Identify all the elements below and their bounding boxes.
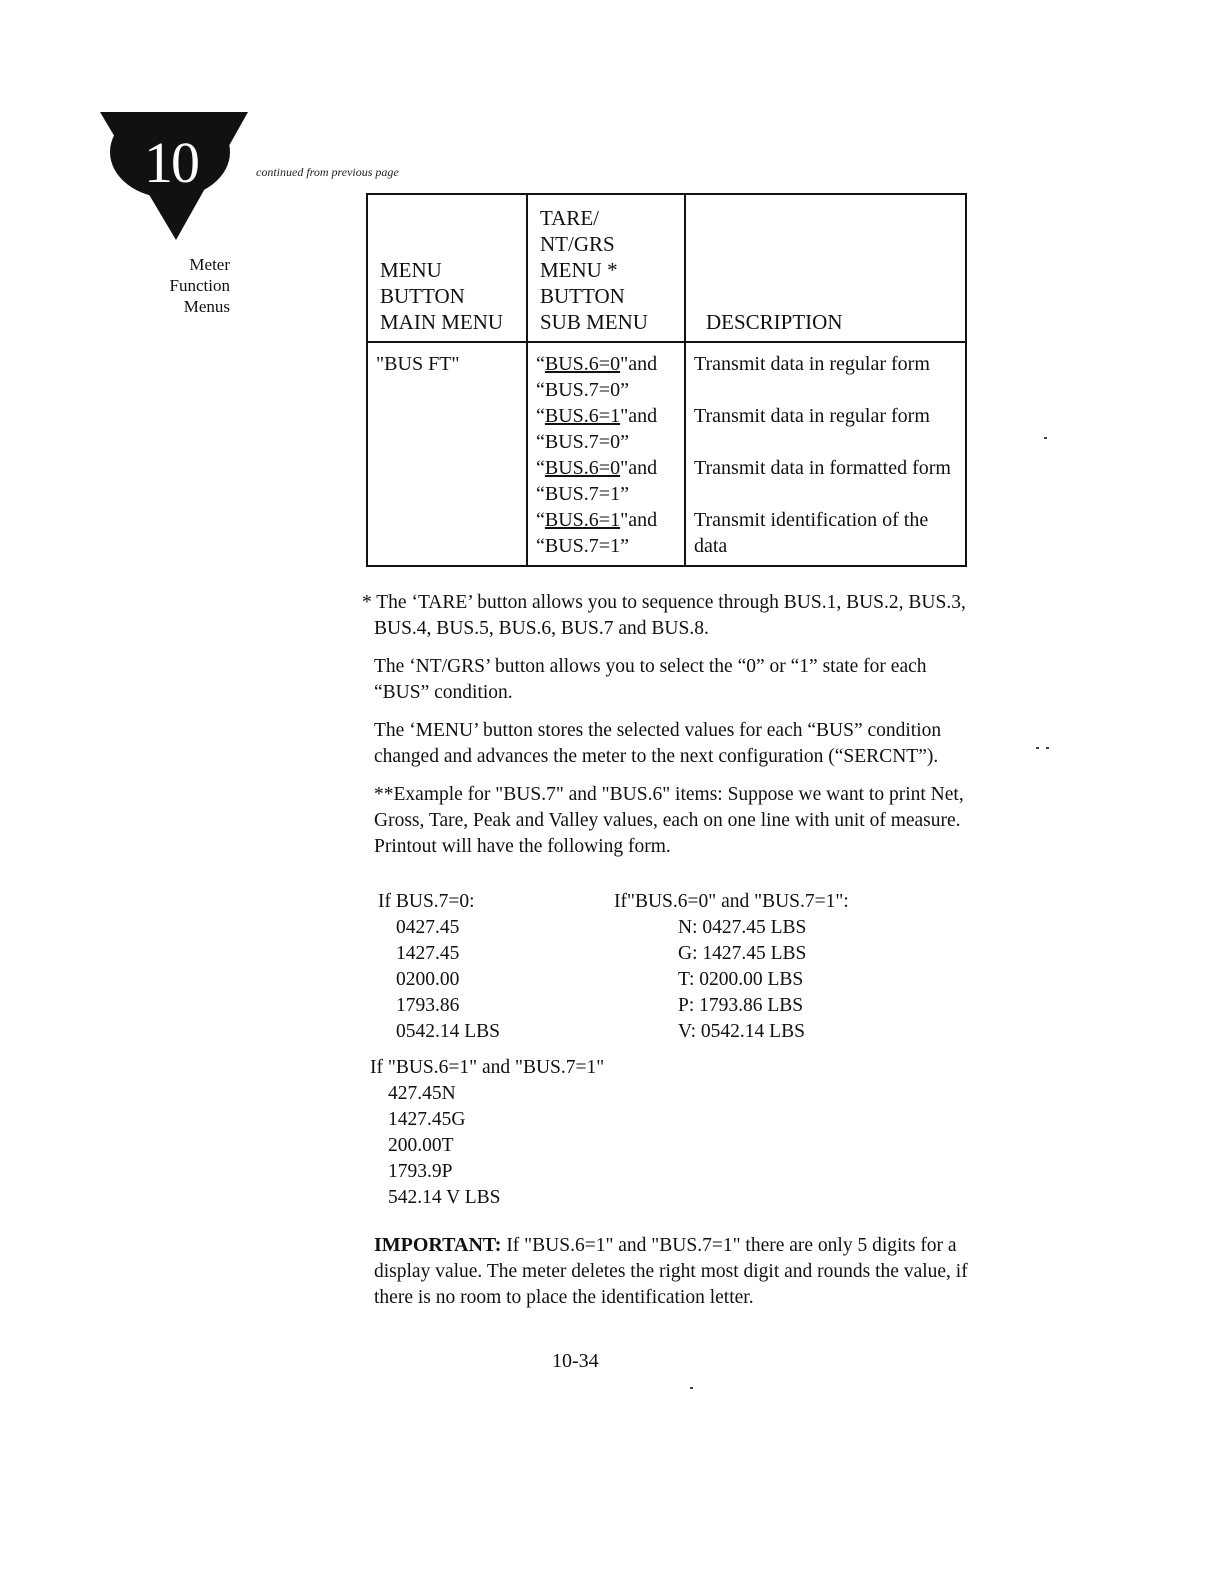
header-line: DESCRIPTION bbox=[706, 310, 843, 334]
header-line: MAIN MENU bbox=[380, 310, 504, 334]
example-line: 0427.45 bbox=[396, 917, 460, 938]
example-line: P: 1793.86 LBS bbox=[678, 995, 804, 1016]
header-line: MENU * bbox=[540, 258, 618, 282]
header-line: MENU bbox=[380, 258, 442, 282]
description-cell bbox=[685, 342, 966, 566]
example-line: 1793.86 bbox=[396, 995, 460, 1016]
example-bus6-1-bus7-1 bbox=[370, 1055, 604, 1211]
bus7-code: “BUS.7=1” bbox=[536, 483, 629, 505]
important-label: IMPORTANT: bbox=[374, 1234, 502, 1256]
example-line: 427.45N bbox=[388, 1083, 456, 1104]
sub-menu-entry: “BUS.6=1"and bbox=[536, 405, 658, 427]
example-line: 0200.00 bbox=[396, 969, 460, 990]
header-main-menu bbox=[367, 194, 527, 342]
header-description bbox=[685, 194, 966, 342]
sub-menu-cell bbox=[527, 342, 685, 566]
sub-menu-and: "and bbox=[620, 353, 658, 375]
scan-speck bbox=[1044, 437, 1047, 439]
chapter-badge bbox=[100, 112, 248, 240]
bus6-code: BUS.6=1 bbox=[544, 509, 621, 531]
header-line: TARE/ bbox=[540, 206, 599, 230]
chapter-number: 10 bbox=[144, 130, 198, 195]
scan-speck bbox=[1046, 747, 1049, 749]
scan-speck bbox=[690, 1387, 693, 1389]
section-title-line: Menus bbox=[183, 297, 230, 316]
sub-menu-entry: “BUS.6=0"and bbox=[536, 457, 658, 479]
note-menu: The ‘MENU’ button stores the selected values for each “BUS” condition changed and advances the meter to the next configuration (“SERCNT”). bbox=[374, 720, 942, 767]
page-number: 10-34 bbox=[552, 1350, 599, 1372]
example-heading: If"BUS.6=0" and "BUS.7=1": bbox=[614, 891, 849, 912]
important-note bbox=[374, 1232, 974, 1311]
header-sub-menu bbox=[527, 194, 685, 342]
example-line: 1427.45 bbox=[396, 943, 460, 964]
note-tare: * The ‘TARE’ button allows you to sequence through BUS.1, BUS.2, BUS.3, BUS.4, BUS.5, BUS.6, BUS.7 and BUS.8. bbox=[362, 592, 966, 639]
table-header-row bbox=[367, 194, 966, 342]
note-example: **Example for "BUS.7" and "BUS.6" items: Suppose we want to print Net, Gross, Tare, Peak and Valley values, each on one line with unit of measure. Printout will have the following form. bbox=[374, 784, 964, 857]
example-line: 542.14 V LBS bbox=[388, 1187, 501, 1208]
example-line: V: 0542.14 LBS bbox=[678, 1021, 805, 1042]
example-line: 200.00T bbox=[388, 1135, 454, 1156]
bus-menu-table bbox=[366, 193, 967, 567]
example-line: 0542.14 LBS bbox=[396, 1021, 501, 1042]
example-bus6-0-bus7-1 bbox=[614, 889, 849, 1045]
sub-menu-and: "and bbox=[620, 405, 658, 427]
sub-menu-and: "and bbox=[620, 509, 658, 531]
bus7-code: “BUS.7=0” bbox=[536, 379, 629, 401]
important-text: If "BUS.6=1" and "BUS.7=1" there are only 5 digits for a display value. The meter deletes the right most digit and rounds the value, if there is no room to place the identification letter. bbox=[374, 1235, 968, 1308]
bus7-code: “BUS.7=1” bbox=[536, 535, 629, 557]
notes-section bbox=[362, 590, 982, 872]
table-row bbox=[367, 342, 966, 566]
example-bus7-0 bbox=[378, 889, 500, 1045]
section-title-line: Meter bbox=[189, 255, 230, 274]
header-line: BUTTON bbox=[380, 284, 465, 308]
description-text: Transmit data in regular form bbox=[694, 353, 930, 375]
main-menu-value: "BUS FT" bbox=[376, 353, 460, 375]
scan-speck bbox=[1036, 747, 1039, 749]
bus6-code: BUS.6=0 bbox=[544, 353, 621, 375]
example-line: G: 1427.45 LBS bbox=[678, 943, 807, 964]
description-text: Transmit identification of the data bbox=[694, 509, 929, 557]
sub-menu-entry: “BUS.6=0"and bbox=[536, 353, 658, 375]
header-line: SUB MENU bbox=[540, 310, 648, 334]
example-heading: If "BUS.6=1" and "BUS.7=1" bbox=[370, 1057, 605, 1078]
example-heading: If BUS.7=0: bbox=[378, 891, 475, 912]
bus6-code: BUS.6=1 bbox=[544, 405, 621, 427]
sub-menu-and: "and bbox=[620, 457, 658, 479]
description-text: Transmit data in formatted form bbox=[694, 457, 951, 479]
example-line: 1427.45G bbox=[388, 1109, 466, 1130]
continued-note: continued from previous page bbox=[256, 165, 399, 179]
example-line: N: 0427.45 LBS bbox=[678, 917, 807, 938]
example-line: 1793.9P bbox=[388, 1161, 453, 1182]
description-text: Transmit data in regular form bbox=[694, 405, 930, 427]
example-line: T: 0200.00 LBS bbox=[678, 969, 804, 990]
main-menu-cell bbox=[367, 342, 527, 566]
section-title-line: Function bbox=[169, 276, 230, 295]
bus7-code: “BUS.7=0” bbox=[536, 431, 629, 453]
sub-menu-entry: “BUS.6=1"and bbox=[536, 509, 658, 531]
header-line: NT/GRS bbox=[540, 232, 615, 256]
header-line: BUTTON bbox=[540, 284, 625, 308]
section-title bbox=[120, 254, 230, 317]
note-ntgrs: The ‘NT/GRS’ button allows you to select the “0” or “1” state for each “BUS” condition. bbox=[374, 656, 927, 703]
bus6-code: BUS.6=0 bbox=[544, 457, 621, 479]
